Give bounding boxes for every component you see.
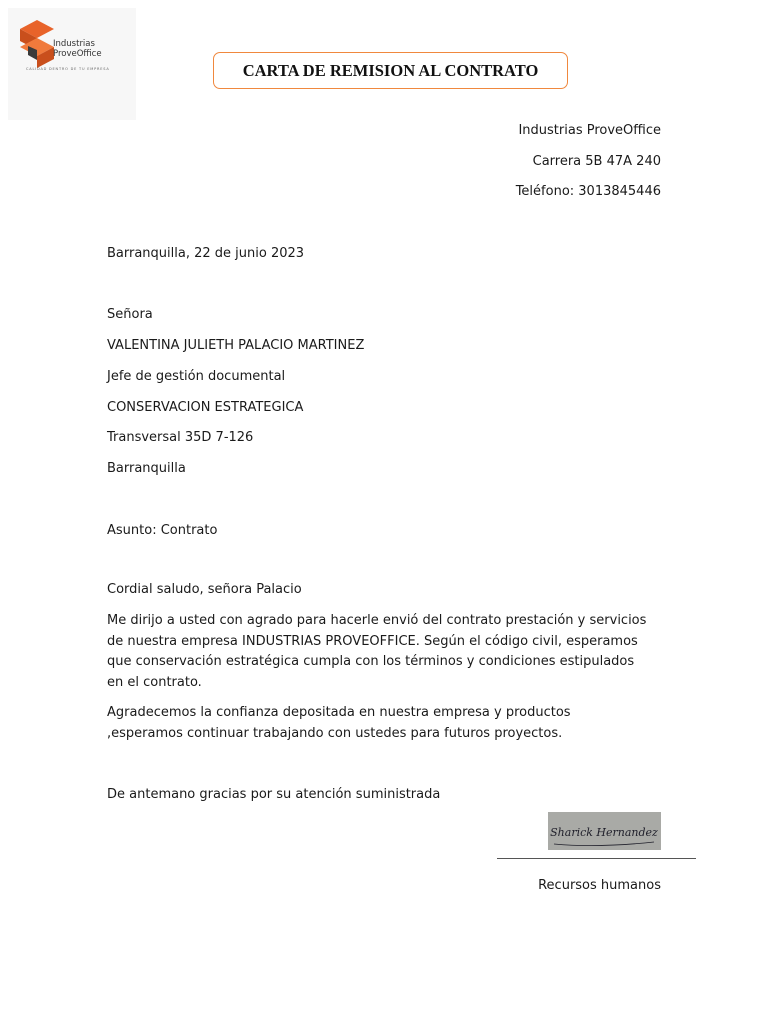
recipient-title: Señora bbox=[107, 307, 153, 322]
recipient-position: Jefe de gestión documental bbox=[107, 369, 286, 384]
letter-subject: Asunto: Contrato bbox=[107, 523, 218, 538]
sender-address: Carrera 5B 47A 240 bbox=[532, 154, 661, 169]
recipient-address: Transversal 35D 7-126 bbox=[107, 430, 254, 445]
letter-closing: De antemano gracias por su atención suministrada bbox=[107, 787, 441, 802]
signature-department: Recursos humanos bbox=[538, 878, 661, 893]
handwritten-signature bbox=[548, 812, 661, 850]
letter-title: CARTA DE REMISION AL CONTRATO bbox=[242, 60, 539, 80]
letter-title-box bbox=[213, 52, 568, 89]
body-paragraph-2: Agradecemos la confianza depositada en nuestra empresa y productos ,esperamos continuar trabajando con ustedes para futuros proyectos. bbox=[107, 705, 571, 741]
sender-company: Industrias ProveOffice bbox=[518, 123, 661, 138]
letter-greeting: Cordial saludo, señora Palacio bbox=[107, 582, 302, 597]
logo-name-line1: Industrias bbox=[53, 39, 95, 49]
letter-date: Barranquilla, 22 de junio 2023 bbox=[107, 246, 305, 261]
body-paragraph-1: Me dirijo a usted con agrado para hacerle envió del contrato prestación y servicios de nuestra empresa INDUSTRIAS PROVEOFFICE. Según el código civil, esperamos que conservación estratégica cumpla con los términos y condiciones estipulados en el contrato. bbox=[107, 613, 647, 690]
signature-line bbox=[497, 858, 696, 859]
logo-tagline: CALIDAD DENTRO DE TU EMPRESA bbox=[26, 67, 110, 71]
signature-text: Sharick Hernandez bbox=[550, 826, 658, 839]
logo-name bbox=[53, 39, 133, 59]
signature-image bbox=[548, 812, 661, 850]
recipient-city: Barranquilla bbox=[107, 461, 186, 476]
logo-mark-icon bbox=[20, 20, 54, 70]
recipient-name: VALENTINA JULIETH PALACIO MARTINEZ bbox=[107, 338, 365, 353]
recipient-company: CONSERVACION ESTRATEGICA bbox=[107, 400, 304, 415]
company-logo bbox=[8, 8, 136, 120]
sender-phone: Teléfono: 3013845446 bbox=[515, 184, 661, 199]
logo-name-line2: ProveOffice bbox=[53, 49, 102, 59]
